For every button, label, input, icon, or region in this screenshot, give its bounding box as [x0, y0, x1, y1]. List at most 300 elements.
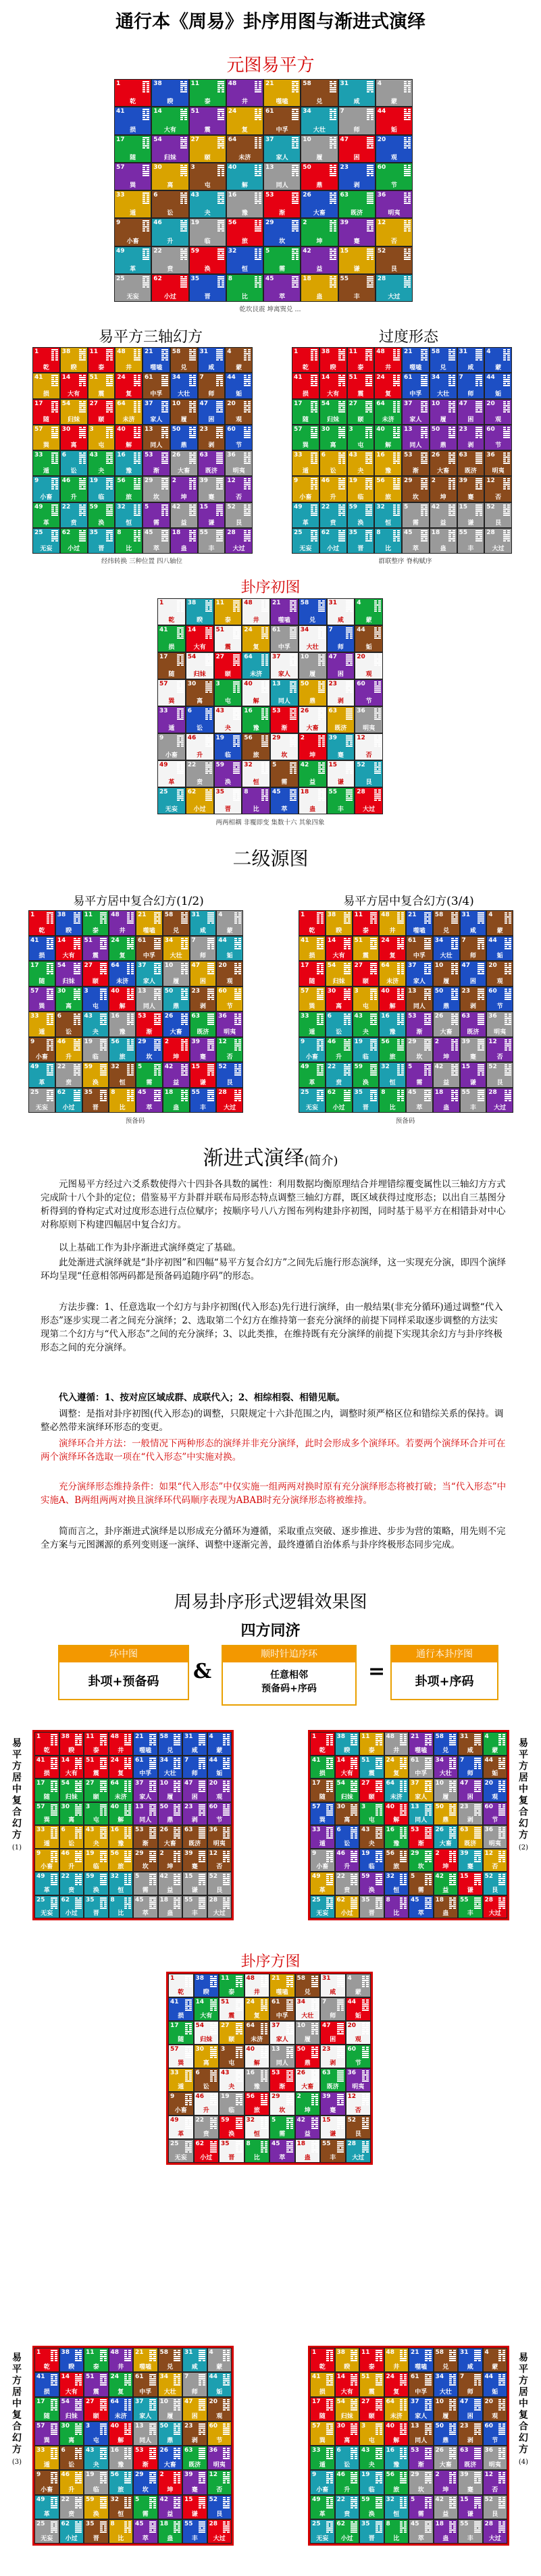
hexagram-cell: 61 中孚	[402, 373, 430, 398]
formula-amp: &	[193, 1660, 212, 1683]
hexagram-cell: 26 大畜	[430, 450, 457, 476]
hexagram-cell: 38 睽	[186, 598, 214, 625]
hexagram-cell: 40 解	[384, 2421, 409, 2446]
hexagram-cell: 20 观	[207, 2397, 232, 2421]
hexagram-cell: 53 渐	[406, 1011, 433, 1037]
hexagram-cell: 9 小畜	[157, 733, 186, 760]
hexagram-cell: 3 屯	[84, 2421, 109, 2446]
hexagram-cell: 11 泰	[219, 1974, 244, 1997]
three-axis-foot: 经纬转换 三种位置 四八轴位	[101, 558, 183, 565]
hexagram-cell: 21 噬嗑	[270, 598, 299, 625]
hexagram-cell: 19 临	[359, 2470, 384, 2494]
hexagram-cell: 19 临	[84, 1849, 109, 1872]
hexagram-cell: 57 巽	[28, 987, 55, 1012]
sifang-title: 四方同济	[240, 1622, 301, 1639]
hexagram-cell: 25 无妄	[168, 2139, 194, 2163]
hexagram-cell: 2 坤	[299, 733, 327, 760]
logic-grid-1	[32, 1730, 234, 1920]
hexagram-cell: 20 观	[216, 961, 243, 987]
hexagram-cell: 32 恒	[374, 502, 402, 528]
hexagram-cell: 54 归妹	[151, 135, 188, 163]
side-label-bot-left-text: 易平方居中复合幻方	[12, 2352, 22, 2455]
hexagram-cell: 37 家人	[409, 2397, 434, 2421]
hexagram-cell: 54 归妹	[60, 399, 88, 425]
hexagram-cell: 3 屯	[359, 2421, 384, 2446]
hexagram-cell: 14 大有	[60, 373, 88, 398]
hexagram-cell: 2 坤	[434, 1849, 459, 1872]
hexagram-cell: 47 困	[460, 961, 487, 987]
hexagram-cell: 31 咸	[458, 1732, 483, 1756]
transition-foot: 群联整序 脊构赋序	[378, 558, 432, 565]
hexagram-cell: 20 观	[484, 399, 512, 425]
hexagram-cell: 1 乾	[310, 2348, 335, 2372]
hexagram-cell: 2 坤	[433, 1037, 460, 1063]
hexagram-cell: 53 渐	[133, 2446, 158, 2470]
hexagram-cell: 55 丰	[327, 787, 355, 814]
hexagram-cell: 12 否	[207, 1849, 232, 1872]
side-label-top-right	[517, 1738, 530, 1854]
hexagram-cell: 17 随	[34, 2397, 59, 2421]
paragraph-3: 此处渐进式演绎就是“卦序初图”和四幅“易平方复合幻方”之间先后施行形态演绎，这一实现充分演，即四个演绎环均呈现“任意相邻两码都是预备码追随序码”的形态。	[41, 1257, 507, 1282]
hexagram-cell: 7 师	[457, 373, 485, 398]
hexagram-cell: 18 蛊	[301, 274, 338, 302]
hexagram-cell: 1 乾	[34, 2348, 59, 2372]
hexagram-cell: 21 噬嗑	[409, 1732, 434, 1756]
hexagram-cell: 32 恒	[379, 1062, 406, 1088]
hexagram-cell: 18 蛊	[158, 1895, 183, 1919]
hexagram-cell: 16 豫	[379, 1011, 406, 1037]
hexagram-cell: 13 同人	[406, 987, 433, 1012]
hexagram-cell: 42 益	[295, 2115, 321, 2139]
hexagram-cell: 49 革	[32, 502, 60, 528]
hexagram-cell: 38 睽	[326, 910, 353, 936]
hexagram-cell: 39 蹇	[327, 733, 355, 760]
hexagram-cell: 23 剥	[198, 425, 226, 450]
hexagram-cell: 3 屯	[84, 1802, 109, 1826]
hexagram-cell: 23 剥	[182, 1802, 207, 1826]
three-axis-grid	[32, 347, 253, 554]
hexagram-cell: 63 既济	[338, 190, 376, 218]
hexagram-cell: 62 小过	[59, 2519, 84, 2544]
hexagram-cell: 51 震	[214, 625, 242, 652]
hexagram-cell: 51 震	[359, 2372, 384, 2396]
hexagram-cell: 41 损	[28, 936, 55, 962]
hexagram-cell: 36 明夷	[483, 1825, 508, 1849]
hexagram-cell: 49 革	[34, 2495, 59, 2519]
hexagram-cell: 54 归妹	[326, 961, 353, 987]
hexagram-cell: 51 震	[88, 373, 115, 398]
hexagram-cell: 25 无妄	[299, 1088, 326, 1113]
hexagram-cell: 21 噬嗑	[269, 1974, 295, 1997]
formula-box-1-head: 环中图	[59, 1646, 188, 1662]
hexagram-cell: 7 师	[458, 2372, 483, 2396]
hexagram-cell: 30 离	[335, 1802, 360, 1826]
hexagram-cell: 5 需	[269, 2115, 295, 2139]
hexagram-cell: 22 贲	[326, 1062, 353, 1088]
hexagram-cell: 54 归妹	[186, 652, 214, 679]
hexagram-cell: 61 中孚	[133, 2372, 158, 2396]
hexagram-cell: 44 姤	[355, 625, 383, 652]
hexagram-cell: 27 颐	[84, 2397, 109, 2421]
hexagram-cell: 36 明夷	[207, 1825, 232, 1849]
logic-grid-2	[308, 1730, 509, 1920]
transition-grid	[292, 347, 512, 554]
hexagram-cell: 26 大畜	[434, 1825, 459, 1849]
hexagram-cell: 2 坤	[430, 476, 457, 502]
hexagram-cell: 43 夬	[88, 450, 115, 476]
hexagram-cell: 18 蛊	[170, 528, 198, 554]
formula-box-3-body: 卦项+序码	[415, 1675, 474, 1689]
hexagram-cell: 41 损	[168, 1997, 194, 2021]
hexagram-cell: 44 姤	[216, 936, 243, 962]
hexagram-cell: 31 咸	[190, 910, 217, 936]
hexagram-cell: 8 比	[384, 2519, 409, 2544]
paragraph-6: 调整：是指对卦序初图(代入形态)的调整，只限规定十六卦范围之内，调整时须严格区位和错综关系的保持。调整必然带来演绎环形态的变更。	[41, 1409, 504, 1433]
hexagram-cell: 21 噬嗑	[136, 910, 163, 936]
hexagram-cell: 17 随	[292, 399, 319, 425]
hexagram-cell: 5 需	[406, 1062, 433, 1088]
hexagram-cell: 39 蹇	[458, 2470, 483, 2494]
hexagram-cell: 37 家人	[263, 135, 301, 163]
hexagram-cell: 52 艮	[376, 246, 413, 274]
hexagram-cell: 27 颐	[189, 135, 226, 163]
hexagram-cell: 51 震	[219, 1997, 244, 2021]
hexagram-cell: 56 旅	[242, 733, 270, 760]
hexagram-cell: 48 井	[244, 1974, 270, 1997]
hexagram-cell: 26 大畜	[158, 2446, 183, 2470]
hexagram-cell: 64 未济	[109, 961, 136, 987]
hexagram-cell: 56 旅	[379, 1037, 406, 1063]
hexagram-cell: 49 革	[310, 2495, 335, 2519]
hexagram-cell: 47 困	[327, 652, 355, 679]
hexagram-cell: 50 鼎	[434, 2421, 459, 2446]
hexagram-cell: 46 升	[326, 1037, 353, 1063]
hexagram-cell: 44 姤	[486, 936, 513, 962]
hexagram-cell: 15 谦	[320, 2115, 346, 2139]
hexagram-cell: 44 姤	[346, 1997, 371, 2021]
hexagram-cell: 5 需	[133, 2495, 158, 2519]
hexagram-cell: 2 坤	[170, 476, 198, 502]
hexagram-cell: 18 蛊	[433, 1088, 460, 1113]
hexagram-cell: 9 小畜	[299, 1037, 326, 1063]
hexagram-cell: 62 小过	[55, 1088, 82, 1113]
hexagram-cell: 55 丰	[182, 1895, 207, 1919]
hexagram-cell: 8 比	[242, 787, 270, 814]
hexagram-cell: 14 大有	[55, 936, 82, 962]
hexagram-cell: 41 损	[310, 1756, 335, 1779]
hexagram-cell: 24 复	[384, 1756, 409, 1779]
hexagram-cell: 57 巽	[292, 425, 319, 450]
jianjin-title-sub: (简介)	[304, 1154, 338, 1168]
hexagram-cell: 56 旅	[109, 1037, 136, 1063]
hexagram-cell: 13 同人	[270, 679, 299, 706]
hexagram-cell: 42 益	[430, 502, 457, 528]
hexagram-cell: 36 明夷	[207, 2446, 232, 2470]
hexagram-cell: 56 旅	[109, 2470, 134, 2494]
hexagram-cell: 31 咸	[457, 347, 485, 373]
hexagram-cell: 40 解	[115, 425, 143, 450]
hexagram-cell: 52 艮	[486, 1062, 513, 1088]
hexagram-cell: 39 蹇	[460, 1037, 487, 1063]
paragraph-1: 元图易平方经过六爻系数使得六十四卦各具数的属性：利用数据均衡原理结合并埋错综覆变属性以三轴幻方方式完成阶十八个卦的定位；借鉴易平方卦群并联布局形态特点调整三轴幻方群，既区域获得过度形态；以出自三基图分析得到的脊构定式对过度形态进行点位赋序；按顺序号八八方图布列构建卦序初图，同时基于易平方在相错卦对中心对称原则下构建四幅居中复合幻方。	[41, 1179, 506, 1230]
hexagram-cell: 59 涣	[347, 502, 375, 528]
hexagram-cell: 39 蹇	[338, 218, 376, 246]
hexagram-cell: 12 否	[355, 733, 383, 760]
hexagram-cell: 45 萃	[409, 2519, 434, 2544]
hexagram-cell: 44 姤	[484, 373, 512, 398]
hexagram-cell: 51 震	[347, 373, 375, 398]
hexagram-cell: 51 震	[84, 1756, 109, 1779]
hexagram-cell: 39 蹇	[320, 2092, 346, 2115]
hexagram-cell: 47 困	[458, 2397, 483, 2421]
hexagram-cell: 36 明夷	[225, 450, 253, 476]
hexagram-cell: 28 大过	[346, 2139, 371, 2163]
hexagram-cell: 61 中孚	[133, 1756, 158, 1779]
hexagram-cell: 55 丰	[457, 528, 485, 554]
hexagram-cell: 46 升	[194, 2092, 220, 2115]
hexagram-cell: 37 家人	[133, 2397, 158, 2421]
hexagram-cell: 44 姤	[207, 2372, 232, 2396]
hexagram-cell: 24 复	[226, 107, 263, 134]
hexagram-cell: 59 涣	[353, 1062, 380, 1088]
hexagram-cell: 30 离	[60, 425, 88, 450]
hexagram-cell: 1 乾	[299, 910, 326, 936]
hexagram-cell: 26 大畜	[295, 2068, 321, 2092]
hexagram-cell: 43 夬	[359, 2446, 384, 2470]
hexagram-cell: 25 无妄	[34, 2519, 59, 2544]
hexagram-cell: 41 损	[310, 2372, 335, 2396]
hexagram-cell: 48 井	[384, 2348, 409, 2372]
hexagram-cell: 61 中孚	[406, 936, 433, 962]
second-foot-left: 预备码	[125, 1118, 145, 1125]
hexagram-cell: 19 临	[214, 733, 242, 760]
hexagram-cell: 8 比	[384, 1895, 409, 1919]
hexagram-cell: 30 离	[194, 2045, 220, 2068]
hexagram-cell: 24 复	[242, 625, 270, 652]
hexagram-cell: 63 既济	[320, 2068, 346, 2092]
side-label-bot-left	[11, 2352, 23, 2468]
hexagram-cell: 15 谦	[338, 246, 376, 274]
hexagram-cell: 29 坎	[133, 2470, 158, 2494]
hexagram-cell: 9 小畜	[32, 476, 60, 502]
hexagram-cell: 15 谦	[182, 2495, 207, 2519]
hexagram-cell: 35 晋	[219, 2139, 244, 2163]
formula-box-2-head: 顺时针追序环	[223, 1646, 355, 1662]
hexagram-cell: 26 大畜	[163, 1011, 190, 1037]
hexagram-cell: 34 大壮	[163, 936, 190, 962]
hexagram-cell: 37 家人	[269, 2021, 295, 2045]
hexagram-cell: 52 艮	[207, 1872, 232, 1895]
hexagram-cell: 64 未济	[384, 2397, 409, 2421]
hexagram-cell: 62 小过	[194, 2139, 220, 2163]
hexagram-cell: 42 益	[434, 1872, 459, 1895]
hexagram-cell: 57 巽	[34, 1802, 59, 1826]
hexagram-cell: 16 豫	[109, 2446, 134, 2470]
hexagram-cell: 20 观	[225, 399, 253, 425]
hexagram-cell: 12 否	[346, 2092, 371, 2115]
hexagram-cell: 64 未济	[109, 2397, 134, 2421]
hexagram-cell: 8 比	[374, 528, 402, 554]
hexagram-cell: 34 大壮	[434, 1756, 459, 1779]
hexagram-cell: 27 颐	[359, 2397, 384, 2421]
side-label-top-left-num: (1)	[11, 1844, 22, 1851]
hexagram-cell: 50 鼎	[158, 1802, 183, 1826]
hexagram-cell: 34 大壮	[170, 373, 198, 398]
hexagram-cell: 11 泰	[359, 1732, 384, 1756]
hexagram-cell: 42 益	[299, 760, 327, 787]
hexagram-cell: 16 豫	[244, 2068, 270, 2092]
hexagram-cell: 1 乾	[168, 1974, 194, 1997]
hexagram-cell: 53 渐	[269, 2068, 295, 2092]
hexagram-cell: 1 乾	[28, 910, 55, 936]
hexagram-cell: 52 艮	[483, 2495, 508, 2519]
hexagram-cell: 62 小过	[60, 528, 88, 554]
hexagram-cell: 2 坤	[295, 2092, 321, 2115]
hexagram-cell: 45 萃	[133, 2519, 158, 2544]
hexagram-cell: 4 蒙	[483, 1732, 508, 1756]
hexagram-cell: 33 遁	[34, 1825, 59, 1849]
hexagram-cell: 58 兑	[295, 1974, 321, 1997]
hexagram-cell: 56 旅	[226, 218, 263, 246]
hexagram-cell: 35 晋	[84, 1895, 109, 1919]
hexagram-cell: 22 贲	[194, 2115, 220, 2139]
hexagram-cell: 44 姤	[207, 1756, 232, 1779]
hexagram-cell: 35 晋	[347, 528, 375, 554]
hexagram-cell: 11 泰	[359, 2348, 384, 2372]
hexagram-cell: 45 萃	[402, 528, 430, 554]
hexagram-cell: 41 损	[157, 625, 186, 652]
hexagram-cell: 40 解	[379, 987, 406, 1012]
hexagram-cell: 9 小畜	[34, 2470, 59, 2494]
hexagram-cell: 64 未济	[379, 961, 406, 987]
hexagram-cell: 12 否	[483, 1849, 508, 1872]
hexagram-cell: 36 明夷	[216, 1011, 243, 1037]
side-label-bot-right-num: (4)	[518, 2459, 529, 2466]
hexagram-cell: 47 困	[198, 399, 226, 425]
hexagram-cell: 63 既济	[327, 706, 355, 733]
hexagram-cell: 48 井	[115, 347, 143, 373]
hexagram-cell: 59 涣	[88, 502, 115, 528]
hexagram-cell: 60 节	[346, 2045, 371, 2068]
hexagram-cell: 1 乾	[310, 1732, 335, 1756]
paragraph-2: 以上基础工作为卦序渐进式演绎奠定了基础。	[59, 1242, 241, 1253]
hexagram-cell: 40 解	[226, 163, 263, 190]
hexagram-cell: 1 乾	[114, 79, 151, 107]
hexagram-cell: 52 艮	[483, 1872, 508, 1895]
hexagram-cell: 5 需	[270, 760, 299, 787]
hexagram-cell: 10 履	[158, 2397, 183, 2421]
hexagram-cell: 3 屯	[353, 987, 380, 1012]
hexagram-cell: 49 革	[310, 1872, 335, 1895]
hexagram-cell: 22 贲	[335, 2495, 360, 2519]
hexagram-cell: 51 震	[82, 936, 109, 962]
hexagram-cell: 9 小畜	[168, 2092, 194, 2115]
hexagram-cell: 56 旅	[109, 1849, 134, 1872]
hexagram-cell: 17 随	[28, 961, 55, 987]
hexagram-cell: 10 履	[433, 961, 460, 987]
hexagram-cell: 28 大过	[483, 2519, 508, 2544]
hexagram-cell: 5 需	[143, 502, 170, 528]
formula-box-2	[222, 1645, 357, 1706]
logic-title: 周易卦序形式逻辑效果图	[174, 1592, 367, 1612]
hexagram-cell: 43 夬	[359, 1825, 384, 1849]
hexagram-cell: 48 井	[226, 79, 263, 107]
hexagram-cell: 55 丰	[458, 2519, 483, 2544]
side-label-top-right-text: 易平方居中复合幻方	[519, 1738, 528, 1841]
hexagram-cell: 53 渐	[143, 450, 170, 476]
hexagram-cell: 46 升	[151, 218, 188, 246]
hexagram-cell: 8 比	[115, 528, 143, 554]
hexagram-cell: 45 萃	[409, 1895, 434, 1919]
hexagram-cell: 34 大壮	[433, 936, 460, 962]
hexagram-cell: 16 豫	[384, 2446, 409, 2470]
paragraph-7: 演绎环合并方法：一般情况下两种形态的演绎并非充分演绎，此时会形成多个演绎环。若要两个演绎环合并可在两个演绎环各选取一项在“代入形态”中实施对换。	[41, 1438, 506, 1463]
hexagram-cell: 19 临	[88, 476, 115, 502]
hexagram-cell: 46 升	[335, 2470, 360, 2494]
hexagram-cell: 57 巽	[114, 163, 151, 190]
hexagram-cell: 41 损	[299, 936, 326, 962]
hexagram-cell: 19 临	[84, 2470, 109, 2494]
hexagram-cell: 64 未济	[374, 399, 402, 425]
hexagram-cell: 33 遁	[157, 706, 186, 733]
hexagram-cell: 29 坎	[406, 1037, 433, 1063]
hexagram-cell: 12 否	[225, 476, 253, 502]
hexagram-cell: 47 困	[182, 1779, 207, 1802]
hexagram-cell: 49 革	[292, 502, 319, 528]
hexagram-cell: 32 恒	[242, 760, 270, 787]
hexagram-cell: 53 渐	[136, 1011, 163, 1037]
hexagram-cell: 44 姤	[483, 1756, 508, 1779]
hexagram-cell: 31 咸	[327, 598, 355, 625]
hexagram-cell: 57 巽	[310, 2421, 335, 2446]
hexagram-cell: 31 咸	[460, 910, 487, 936]
hexagram-cell: 6 讼	[335, 2446, 360, 2470]
hexagram-cell: 42 益	[433, 1062, 460, 1088]
hexagram-cell: 35 晋	[84, 2519, 109, 2544]
hexagram-cell: 15 谦	[182, 1872, 207, 1895]
hexagram-cell: 58 兑	[299, 598, 327, 625]
hexagram-cell: 32 恒	[109, 1872, 134, 1895]
paragraph-9: 简而言之，卦序渐进式演绎是以形成充分循环为遵循，采取重点突破、逐步推进、步步为营的策略，用先则不完全方案与元图渊源的系列变则逐一演绎、调整中逐渐完善，最终遵循自治体系与卦序终极形态同步完成。	[41, 1526, 506, 1550]
formula-box-3-head: 通行本卦序图	[392, 1646, 497, 1662]
hexagram-cell: 32 恒	[226, 246, 263, 274]
magic-1-2-grid	[28, 910, 243, 1113]
hexagram-cell: 62 小过	[186, 787, 214, 814]
hexagram-cell: 33 遁	[34, 2446, 59, 2470]
hexagram-cell: 30 离	[186, 679, 214, 706]
hexagram-cell: 11 泰	[84, 1732, 109, 1756]
hexagram-cell: 32 恒	[384, 1872, 409, 1895]
hexagram-cell: 61 中孚	[269, 1997, 295, 2021]
hexagram-cell: 3 屯	[359, 1802, 384, 1826]
hexagram-cell: 23 剥	[182, 2421, 207, 2446]
hexagram-cell: 48 井	[379, 910, 406, 936]
hexagram-cell: 30 离	[335, 2421, 360, 2446]
chutu-title: 卦序初图	[240, 579, 301, 596]
hexagram-cell: 47 困	[190, 961, 217, 987]
hexagram-cell: 38 睽	[194, 1974, 220, 1997]
hexagram-cell: 34 大壮	[301, 107, 338, 134]
hexagram-cell: 23 剥	[458, 1802, 483, 1826]
hexagram-cell: 19 临	[353, 1037, 380, 1063]
hexagram-cell: 50 鼎	[434, 1802, 459, 1826]
hexagram-cell: 18 蛊	[158, 2519, 183, 2544]
hexagram-cell: 9 小畜	[310, 2470, 335, 2494]
hexagram-cell: 12 否	[484, 476, 512, 502]
hexagram-cell: 41 损	[34, 2372, 59, 2396]
hexagram-cell: 5 需	[136, 1062, 163, 1088]
hexagram-cell: 4 蒙	[355, 598, 383, 625]
